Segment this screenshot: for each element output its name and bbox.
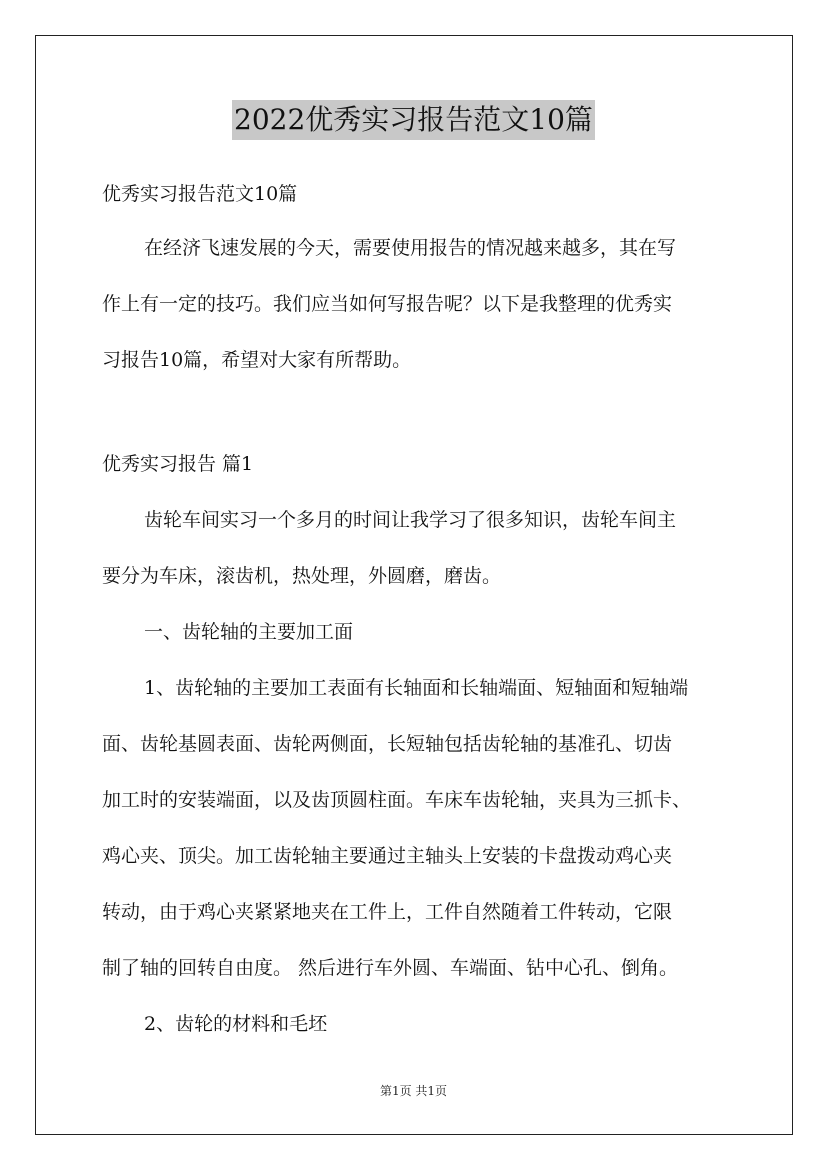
document-title: 2022优秀实习报告范文10篇 [232,100,595,140]
document-subtitle: 优秀实习报告范文10篇 [102,183,298,205]
page-footer: 第1页 共1页 [379,1084,448,1098]
item1-line-4: 鸡心夹、顶尖。加工齿轮轴主要通过主轴头上安装的卡盘拨动鸡心夹 [102,845,673,867]
intro-line-2: 作上有一定的技巧。我们应当如何写报告呢？以下是我整理的优秀实 [102,293,673,315]
item1-line-6: 制了轴的回转自由度。 然后进行车外圆、车端面、钻中心孔、倒角。 [102,957,679,979]
para1-line-1: 齿轮车间实习一个多月的时间让我学习了很多知识，齿轮车间主 [144,509,677,531]
item1-line-1: 1、齿轮轴的主要加工表面有长轴面和长轴端面、短轴面和短轴端 [144,677,689,699]
paragraph-gap [102,388,732,436]
item2-line: 2、齿轮的材料和毛坯 [144,1013,328,1035]
intro-line-1: 在经济飞速发展的今天，需要使用报告的情况越来越多，其在写 [144,237,677,259]
item1-line-2: 面、齿轮基圆表面、齿轮两侧面，长短轴包括齿轮轴的基准孔、切齿 [102,733,673,755]
title-wrap [0,100,827,140]
heading-one: 一、齿轮轴的主要加工面 [144,621,354,643]
document-body [102,166,732,1052]
para1-line-2: 要分为车床，滚齿机，热处理，外圆磨，磨齿。 [102,565,502,587]
intro-line-3: 习报告10篇，希望对大家有所帮助。 [102,349,412,371]
item1-line-5: 转动，由于鸡心夹紧紧地夹在工件上，工件自然随着工件转动，它限 [102,901,673,923]
item1-line-3: 加工时的安装端面，以及齿顶圆柱面。车床车齿轮轴，夹具为三抓卡、 [102,789,692,811]
section-heading: 优秀实习报告 篇1 [102,453,254,475]
